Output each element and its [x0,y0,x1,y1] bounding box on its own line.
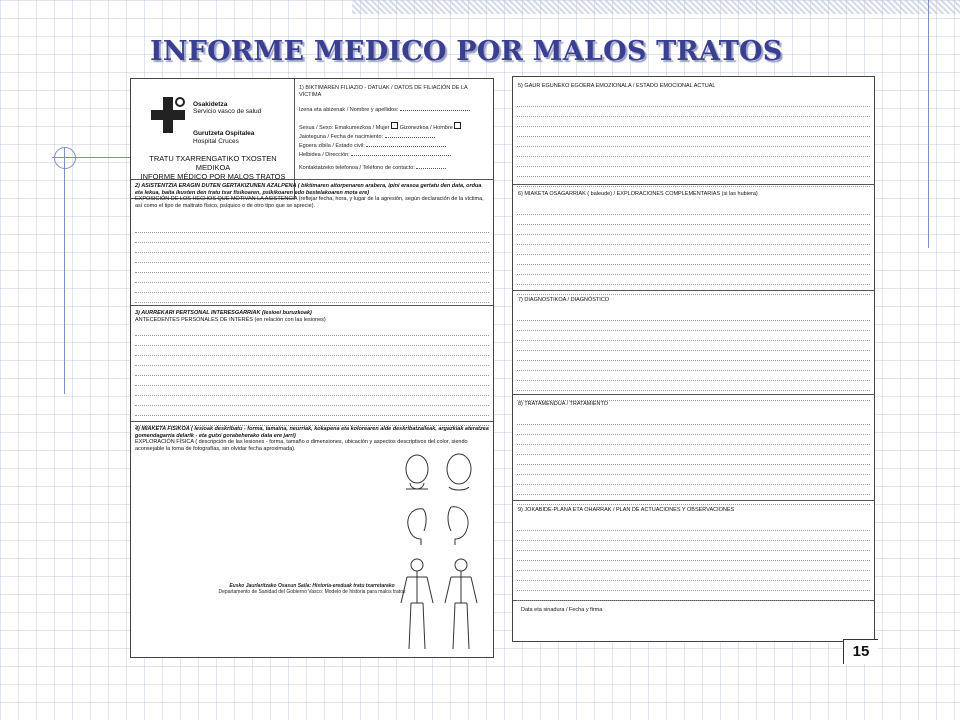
field-civil-status: Egoera zibila / Estado civil: [299,141,487,150]
section-label: 1) BIKTIMAREN FILIAZIO - DATUAK / DATOS DE FILIACIÓN DE LA VÍCTIMA [299,85,468,98]
field-sex: Sexua / Sexo: Emakumezkoa / Mujer Gizonezkoa / Hombre [299,122,487,132]
writing-lines [517,521,870,601]
section-victim-data [299,85,487,172]
decorative-band [352,0,960,14]
section-personal-history: 3) AURREKARI PERTSONAL INTERESGARRIAK (lesioei buruzkoak) ANTECEDENTES PERSONALES DE INTERÉS (en relación con las lesiones) [131,305,493,421]
writing-lines [135,223,489,303]
section-facts-text: 2) ASISTENTZIA ERAGIN DUTEN GERTAKIZUNEN AZALPENA ( biktimaren aitorpenaren arabera, ipini erasoa gertatu den data, ordua eta lekua, baita ikusten den tratu txar fisikoaren, psikikoaren edo bestelakoaren mota ere) EXPOSICIÓN DE LOS HECHOS QUE MOTIVAN LA ASISTENCIA (reflejar fecha, hora, y lugar de la agresión, según declaración de la víctima, así como el tipo de maltrato físico, psíquico o de otro tipo que se aprecie). [131,179,493,305]
field-phone: Kontaktatzeko telefonoa / Teléfono de contacto: [299,163,487,172]
field-dob: Jaioteguna / Fecha de nacimiento: [299,132,487,141]
decorative-vertical-line [928,0,929,248]
hospital-name: Gurutzeta Ospitalea Hospital Cruces [193,130,255,145]
writing-lines [135,326,489,426]
writing-lines [517,311,870,401]
section-diagnosis: 7) DIAGNOSTIKOA / DIAGNÓSTICO [513,291,874,395]
field-address: Helbidea / Dirección: [299,150,487,159]
osakidetza-logo-icon [151,97,185,133]
writing-lines [517,205,870,295]
form-page-right [512,76,875,642]
report-title: TRATU TXARRENGATIKO TXOSTEN MEDIKOA INFORME MÉDICO POR MALOS TRATOS [140,154,286,181]
writing-lines [517,415,870,505]
section-complementary-exams: 6) MIAKETA OSAGARRIAK ( baleude) / EXPLORACIONES COMPLEMENTARIAS (si las hubiera) [513,185,874,291]
section-emotional-state: 5) GAUR EGUNEKO EGOERA EMOZIONALA / ESTADO EMOCIONAL ACTUAL [513,77,874,185]
section-physical-exam: 4) MIAKETA FISIKOA ( lesioak deskribatu - forma, tamaina, neurriak, kokapena eta kolorearen alde deskribatzaileak, argazkiak ateratzea gomendagarria delarik - eta gutxi gorabeherako data ere jarri) EXPLORACIÓN FÍSICA ( descripción de las lesiones - forma, tamaño o dimensiones, ubicación y aspectos descriptivos del color, siendo aconsejable la toma de fotografías, sin olvidar fecha aproximada). [131,421,493,657]
org-name: Osakidetza Servicio vasco de salud [193,101,262,115]
section-treatment: 8) TRATAMENDUA / TRATAMIENTO [513,395,874,501]
slide-title: INFORME MEDICO POR MALOS TRATOS [150,36,783,67]
section-action-plan: 9) JOKABIDE-PLANA ETA OHARRAK / PLAN DE ACTUACIONES Y OBSERVACIONES [513,501,874,601]
body-diagram-icon [393,453,489,657]
date-signature-label: Data eta sinadura / Fecha y firma [521,607,603,613]
body-diagram [393,453,489,657]
field-name: Izena eta abizenak / Nombre y apellidos: [299,105,487,114]
writing-lines [517,97,870,187]
form-footer: Eusko Jaurlaritzako Osasun Saila: Historia-ereduak tratu txarretarako Departamento de Sanidad del Gobierno Vasco: Modelo de historia para malos tratos [218,583,406,595]
decorative-circle [54,147,76,169]
page-number: 15 [843,639,878,664]
checkbox-female[interactable] [391,122,398,129]
decorative-vertical-line [64,148,65,394]
checkbox-male[interactable] [454,122,461,129]
form-page-left [130,78,494,658]
